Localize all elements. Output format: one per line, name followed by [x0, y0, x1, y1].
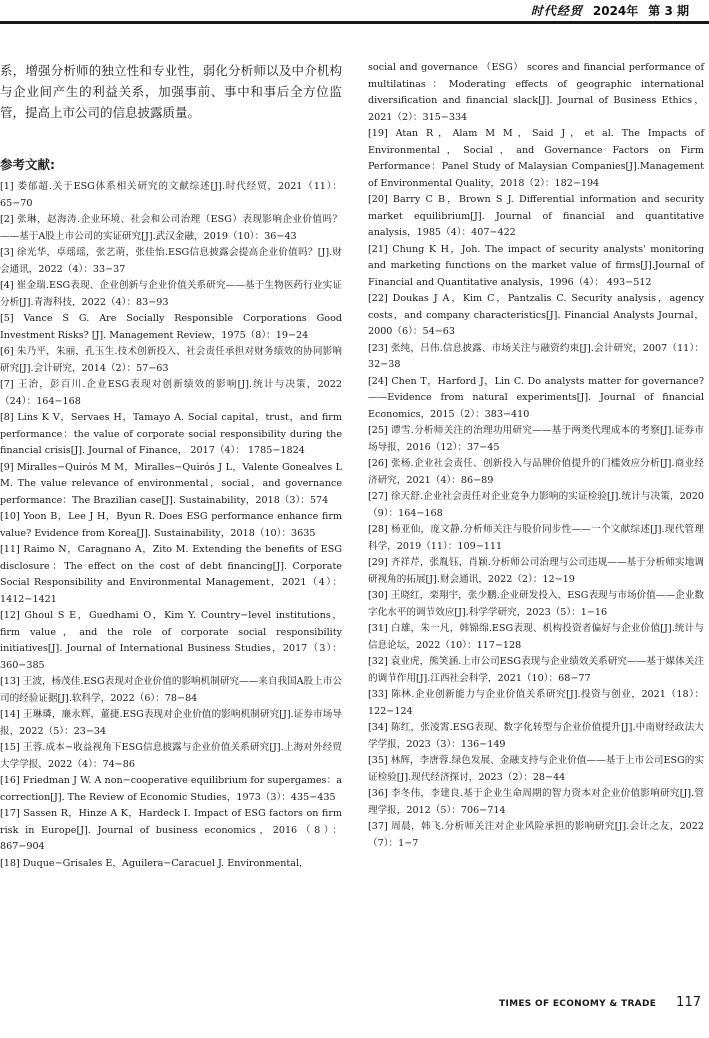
reference-entry: [26] 张杨.企业社会责任、创新投入与品牌价值提升的门槛效应分析[J].商业经济研究，2021（4）：86−89	[368, 458, 704, 486]
reference-entry: [7] 王治，彭百川.企业ESG表现对创新绩效的影响[J].统计与决策，2022（24）：164−168	[0, 379, 342, 407]
journal-title: 时代经贸	[530, 3, 583, 18]
reference-entry: [34] 陈红，张凌霄.ESG表现、数字化转型与企业价值提升[J].中南财经政法大学学报，2023（3）：136−149	[368, 722, 704, 750]
reference-entry: [11] Raimo N，Caragnano A，Zito M. Extending the benefits of ESG disclosure：The effect on the cost of debt financing[J]. Corporate Social Responsibility and Environmental Management，2021（4）：1412−1421	[0, 544, 342, 605]
reference-entry: [16] Friedman J W. A non−cooperative equilibrium for supergames：a correction[J]. The Review of Economic Studies，1973（3）：435−435	[0, 775, 342, 803]
reference-entry: [1] 娄郁超.关于ESG体系相关研究的文献综述[J].时代经贸，2021（11）：65−70	[0, 181, 342, 209]
reference-entry: [8] Lins K V，Servaes H，Tamayo A. Social capital，trust，and firm performance：the value of corporate social responsibility during the financial crisis[J]. Journal of Finance， 2017（4）： 1785−1824	[0, 412, 342, 456]
footer-journal-name: TIMES OF ECONOMY & TRADE	[499, 999, 657, 1009]
reference-entry: [35] 林辉，李唐蓉.绿色发展、金融支持与企业价值——基于上市公司ESG的实证检验[J].现代经济探讨，2023（2）：28−44	[368, 755, 704, 783]
reference-entry: [12] Ghoul S E，Guedhami O，Kim Y. Country−level institutions，firm value，and the role of corporate social responsibility initiatives[J]. Journal of International Business Studies，2017（3）： 360−385	[0, 610, 342, 671]
intro-paragraph: 系，增强分析师的独立性和专业性，弱化分析师以及中介机构与企业间产生的利益关系，加强事前、事中和事后全方位监管，提高上市公司的信息披露质量。	[0, 63, 342, 120]
reference-entry: [30] 王晓红，栾翔宇，张少鹏.企业研发投入、ESG表现与市场价值——企业数字化水平的调节效应[J].科学学研究，2023（5）：1−16	[368, 590, 704, 618]
reference-entry: social and governance （ESG） scores and financial performance of multilatinas：Moderating effects of geographic international diversification and financial slack[J]. Journal of Business Ethics，2021（2）：315−334	[368, 62, 704, 123]
header-rule	[0, 21, 709, 24]
reference-entry: [22] Doukas J A，Kim C，Pantzalis C. Security analysis，agency costs，and company characteristics[J]. Financial Analysts Journal，2000（6）：54−63	[368, 293, 704, 337]
issue-number: 第 3 期	[648, 3, 689, 18]
left-column	[0, 60, 342, 872]
reference-entry: [24] Chen T，Harford J，Lin C. Do analysts matter for governance? ——Evidence from natural experiments[J]. Journal of financial Economics，2015（2）：383−410	[368, 375, 704, 420]
reference-entry: [33] 陈林.企业创新能力与企业价值关系研究[J].投资与创业，2021（18）：122−124	[368, 689, 704, 717]
page-header	[531, 0, 689, 20]
reference-entry: [21] Chung K H，Joh. The impact of security analysts' monitoring and marketing functions on the market value of firms[J].Journal of Financial and Quantitative analysis，1996（4）： 493−512	[368, 243, 704, 288]
references-heading: 参考文献:	[0, 157, 55, 172]
reference-entry: [32] 袁业虎，熊笑涵.上市公司ESG表现与企业绩效关系研究——基于媒体关注的调节作用[J].江西社会科学，2021（10）：68−77	[368, 656, 704, 684]
reference-entry: [2] 张琳，赵海涛.企业环境、社会和公司治理（ESG）表现影响企业价值吗？——基于A股上市公司的实证研究[J].武汉金融，2019（10）：36−43	[0, 214, 342, 242]
reference-entry: [31] 白雄，朱一凡，韩锦绵.ESG表现、机构投资者偏好与企业价值[J].统计与信息论坛，2022（10）：117−128	[368, 623, 704, 651]
reference-entry: [37] 周晨，韩飞.分析师关注对企业风险承担的影响研究[J].会计之友，2022（7）：1−7	[368, 821, 704, 849]
reference-entry: [19] Atan R，Alam M M，Said J，et al. The Impacts of Environmental，Social，and Governance Factors on Firm Performance：Panel Study of Malaysian Companies[J].Management of Environmental Quality，2018（2）：182−194	[368, 128, 704, 189]
reference-entry: [13] 王波，杨茂佳.ESG表现对企业价值的影响机制研究——来自我国A股上市公司的经验证据[J].软科学，2022（6）：78−84	[0, 676, 342, 704]
reference-entry: [23] 张纯，吕伟.信息披露、市场关注与融资约束[J].会计研究，2007（11）：32−38	[368, 342, 704, 370]
page-number: 117	[676, 995, 701, 1010]
page-footer	[499, 995, 701, 1010]
issue-year: 2024年	[592, 3, 639, 18]
reference-entry: [17] Sassen R，Hinze A K，Hardeck I. Impact of ESG factors on firm risk in Europe[J]. Journal of business economics，2016（8）：867−904	[0, 808, 342, 852]
right-column	[368, 60, 704, 852]
reference-entry: [6] 朱乃平，朱丽，孔玉生.技术创新投入、社会责任承担对财务绩效的协同影响研究[J].会计研究，2014（2）：57−63	[0, 346, 342, 374]
reference-entry: [29] 齐祥芹，张胤钰，肖颖.分析师公司治理与公司违规——基于分析师实地调研视角的拓展[J].财会通讯，2022（2）：12−19	[368, 557, 704, 585]
reference-entry: [15] 王蓉.成本−收益视角下ESG信息披露与企业价值关系研究[J].上海对外经贸大学学报，2022（4）：74−86	[0, 742, 342, 770]
reference-entry: [9] Miralles−Quirós M M，Miralles−Quirós J L，Valente Gonealves L M. The value relevance of environmental，social，and governance performance：The Brazilian case[J]. Sustainability，2018（3）：574	[0, 461, 342, 506]
reference-entry: [27] 徐天舒.企业社会责任对企业竞争力影响的实证检验[J].统计与决策，2020（9）：164−168	[368, 491, 704, 519]
reference-entry: [4] 崔金瑞.ESG表现、企业创新与企业价值关系研究——基于生物医药行业实证分析[J].青海科技，2022（4）：83−93	[0, 280, 342, 308]
reference-entry: [36] 李冬伟，李建良.基于企业生命周期的智力资本对企业价值影响研究[J].管理学报，2012（5）：706−714	[368, 788, 704, 816]
references-list-right	[368, 60, 704, 852]
reference-entry: [5] Vance S G. Are Socially Responsible Corporations Good Investment Risks? [J]. Management Review，1975（8）：19−24	[0, 313, 342, 341]
reference-entry: [10] Yoon B，Lee J H，Byun R. Does ESG performance enhance firm value? Evidence from Korea[J]. Sustainability，2018（10）：3635	[0, 511, 342, 539]
reference-entry: [25] 谭雪.分析师关注的治理功用研究——基于两类代理成本的考察[J].证券市场导报，2016（12）：37−45	[368, 425, 704, 453]
reference-entry: [3] 徐光华，卓瑶瑶，张艺萌，张佳怡.ESG信息披露会提高企业价值吗？[J].财会通讯，2022（4）：33−37	[0, 247, 342, 275]
reference-entry: [28] 杨亚仙，庞文静.分析师关注与股价同步性——一个文献综述[J].现代管理科学，2019（11）：109−111	[368, 524, 704, 552]
reference-entry: [18] Duque−Grisales E，Aguilera−Caracuel J. Environmental，	[0, 857, 309, 869]
references-list-left	[0, 179, 342, 872]
reference-entry: [20] Barry C B，Brown S J. Differential information and security market equilibrium[J]. Journal of financial and quantitative analysis，1985（4）：407−422	[368, 194, 704, 238]
reference-entry: [14] 王琳璘，廉永辉，董捷.ESG表现对企业价值的影响机制研究[J].证券市场导报，2022（5）：23−34	[0, 709, 342, 737]
